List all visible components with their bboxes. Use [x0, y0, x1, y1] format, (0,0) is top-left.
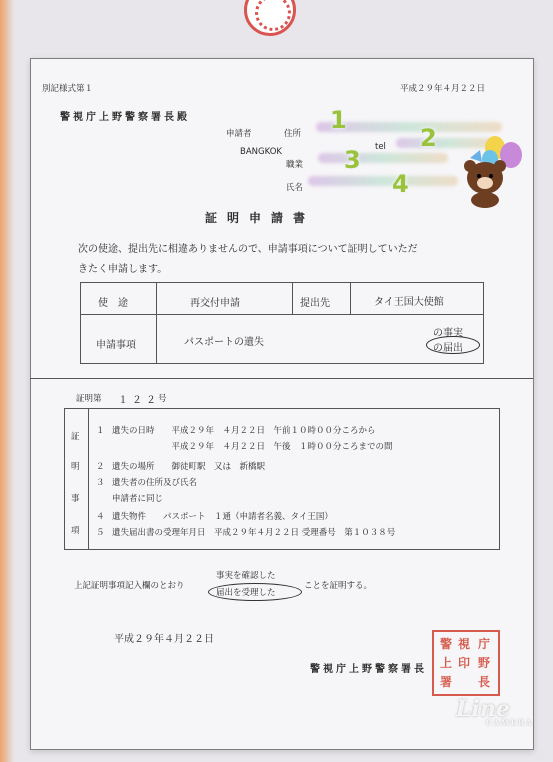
matter-value: パスポートの遺失 [184, 337, 264, 348]
side-label: 明 [71, 462, 80, 472]
overlay-number: 4 [392, 170, 409, 198]
submit-label: 提出先 [300, 298, 330, 309]
intro-line-2: きたく申請します。 [78, 264, 168, 275]
cert-no-suffix: 号 [158, 394, 167, 404]
matter-label: 申請事項 [96, 340, 136, 351]
cert-no-value: １２２ [118, 395, 160, 406]
item-text: 遺失物件 パスポート １通（申請者名義、タイ王国） [112, 512, 333, 522]
redaction-tel [396, 138, 496, 148]
item-number: ５ [96, 528, 105, 538]
item-text: 遺失の場所 御徒町駅 又は 新橋駅 [112, 462, 266, 472]
official-seal-icon: 警 視 庁 上 印 野 署 長 [432, 630, 500, 696]
watermark-sub: CAMERA [486, 718, 534, 727]
item-text: 平成２９年 ４月２２日 午後 １時００分ころまでの間 [112, 442, 393, 452]
issuer: 警視庁上野警察署長 [310, 664, 427, 675]
watermark-main: Line [456, 696, 510, 722]
closing-suffix: ことを証明する。 [304, 581, 373, 591]
cert-no-label: 証明第 [76, 394, 102, 404]
option-report: の届出 [433, 343, 463, 354]
closing-date: 平成２９年４月２２日 [114, 634, 214, 645]
item-text: 遺失者の住所及び氏名 [112, 478, 198, 488]
section-divider [30, 378, 533, 379]
name-label: 氏名 [286, 183, 304, 193]
overlay-number: 3 [344, 146, 361, 174]
address-city: BANGKOK [240, 147, 282, 157]
occupation-label: 職業 [286, 160, 304, 170]
side-label: 事 [71, 494, 80, 504]
overlay-number: 1 [330, 106, 347, 134]
bear-sticker-icon [460, 150, 510, 208]
table-divider [350, 282, 351, 314]
side-label: 項 [71, 526, 80, 536]
document-title: 証明申請書 [205, 211, 316, 225]
table-divider [292, 282, 293, 314]
usage-value: 再交付申請 [190, 298, 240, 309]
applicant-label: 申請者 [226, 129, 252, 139]
table-divider [156, 282, 157, 363]
closing-option-fact: 事実を確認した [216, 571, 276, 581]
item-number: ３ [96, 478, 105, 488]
table-divider [80, 314, 483, 315]
option-fact: の事実 [433, 328, 463, 339]
document-date: 平成２９年４月２２日 [400, 84, 486, 94]
usage-label: 使 途 [98, 298, 128, 309]
intro-line-1: 次の使途、提出先に相違ありませんので、申請事項について証明していただ [78, 244, 418, 255]
item-number: ４ [96, 512, 105, 522]
form-number: 別記様式第１ [42, 84, 94, 94]
item-number: ２ [96, 462, 105, 472]
redaction-occupation [318, 153, 448, 163]
tel-label: tel [375, 142, 386, 152]
item-text: 申請者に同じ [112, 494, 164, 504]
redaction-name [308, 176, 458, 186]
camera-watermark [456, 696, 533, 727]
addressee: 警視庁上野警察署長殿 [60, 112, 190, 123]
closing-option-report: 届出を受理した [216, 588, 276, 598]
closing-prefix: 上記証明事項記入欄のとおり [74, 581, 185, 591]
side-label: 証 [71, 432, 80, 442]
item-number: １ [96, 426, 105, 436]
overlay-number: 2 [420, 124, 437, 152]
item-text: 遺失の日時 平成２９年 ４月２２日 午前１０時００分ころから [112, 426, 376, 436]
table-divider [88, 408, 89, 549]
item-text: 遺失届出書の受理年月日 平成２９年４月２２日 受理番号 第１０３８号 [112, 528, 396, 538]
address-label: 住所 [284, 129, 302, 139]
submit-value: タイ王国大使館 [374, 297, 444, 308]
